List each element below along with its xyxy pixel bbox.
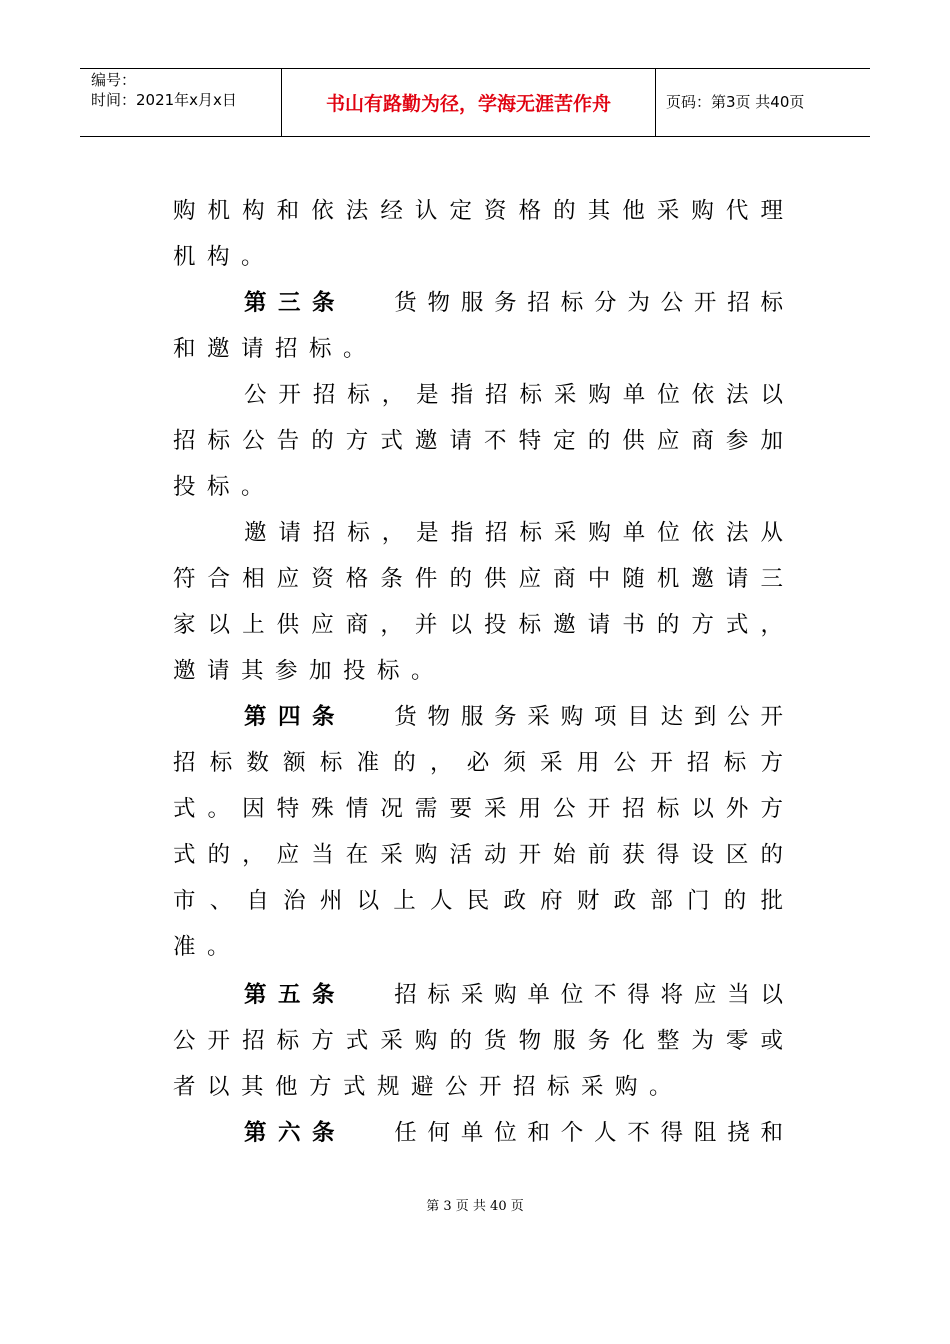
body-line-text: 任 何 单 位 和 个 人 不 得 阻 挠 和: [394, 1120, 784, 1146]
article-4-label: 第 四 条: [244, 704, 337, 730]
document-time-label: 时间：2021年x月x日: [91, 91, 237, 109]
body-line: 符 合 相 应 资 格 条 件 的 供 应 商 中 随 机 邀 请 三: [173, 566, 783, 592]
body-line: 准。: [173, 934, 242, 960]
body-line: 招 标 数 额 标 准 的 ， 必 须 采 用 公 开 招 标 方: [173, 750, 783, 776]
article-4-line: [244, 702, 783, 732]
body-line-text: 货 物 服 务 采 购 项 目 达 到 公 开: [394, 704, 784, 730]
body-line: 邀请其参加投标。: [173, 658, 446, 684]
body-line-text: 招 标 采 购 单 位 不 得 将 应 当 以: [394, 982, 784, 1008]
header-motto: 书山有路勤为径，学海无涯苦作舟: [325, 93, 611, 115]
body-line: 式 的 ， 应 当 在 采 购 活 动 开 始 前 获 得 设 区 的: [173, 842, 783, 868]
body-line: 家 以 上 供 应 商 ， 并 以 投 标 邀 请 书 的 方 式 ，: [173, 612, 783, 638]
footer-page-number: 第 3 页 共 40 页: [426, 1199, 524, 1214]
header-info-cell: [80, 69, 280, 136]
article-6-label: 第 六 条: [244, 1120, 337, 1146]
body-line: 机构。: [173, 244, 276, 270]
body-line: 者以其他方式规避公开招标采购。: [173, 1074, 684, 1100]
body-line: 公 开 招 标 方 式 采 购 的 货 物 服 务 化 整 为 零 或: [173, 1028, 783, 1054]
article-5-label: 第 五 条: [244, 982, 337, 1008]
body-line: 公 开 招 标 ， 是 指 招 标 采 购 单 位 依 法 以: [244, 382, 783, 408]
header-motto-cell: [281, 69, 656, 136]
article-3-line: [244, 288, 783, 318]
header-page-label: 页码：第3页 共40页: [666, 93, 805, 111]
body-line: 市 、 自 治 州 以 上 人 民 政 府 财 政 部 门 的 批: [173, 888, 783, 914]
body-line: 投标。: [173, 474, 276, 500]
page-footer: [0, 1198, 950, 1216]
article-5-line: [244, 980, 783, 1010]
body-line: 和邀请招标。: [173, 336, 378, 362]
header-page-cell: [656, 69, 870, 136]
document-number-label: 编号：: [91, 71, 137, 89]
body-line: 购 机 构 和 依 法 经 认 定 资 格 的 其 他 采 购 代 理: [173, 198, 783, 224]
body-line: 邀 请 招 标 ， 是 指 招 标 采 购 单 位 依 法 从: [244, 520, 783, 546]
document-header: [80, 68, 870, 137]
body-line: 式 。 因 特 殊 情 况 需 要 采 用 公 开 招 标 以 外 方: [173, 796, 783, 822]
body-line-text: 货 物 服 务 招 标 分 为 公 开 招 标: [394, 290, 784, 316]
article-3-label: 第 三 条: [244, 290, 337, 316]
article-6-line: [244, 1118, 783, 1148]
body-line: 招 标 公 告 的 方 式 邀 请 不 特 定 的 供 应 商 参 加: [173, 428, 783, 454]
